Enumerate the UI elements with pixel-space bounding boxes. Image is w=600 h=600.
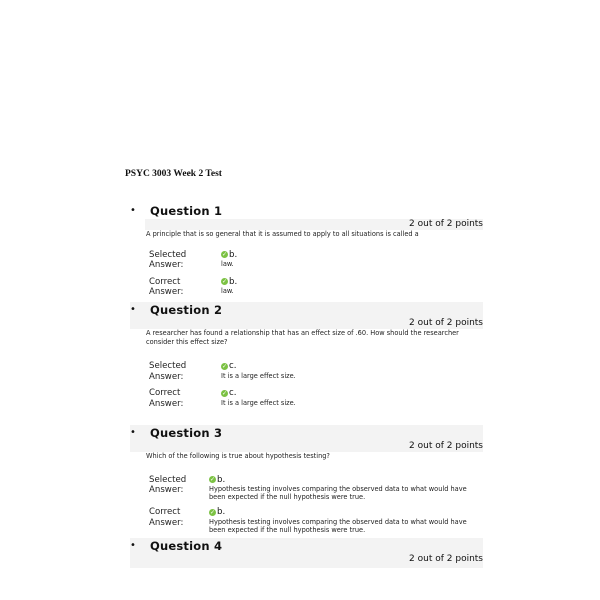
selected-answer-row: [149, 250, 483, 271]
bullet-icon: •: [130, 427, 136, 438]
question-4: [130, 538, 483, 568]
correct-check-icon: ✓: [209, 476, 216, 484]
correct-check-icon: ✓: [221, 362, 228, 370]
correct-answer-text: Hypothesis testing involves comparing the observed data to what would have been expected if the null hypothesis were true.: [209, 517, 467, 535]
selected-answer-text: Hypothesis testing involves comparing the observed data to what would have been expected if the null hypothesis were true.: [209, 485, 467, 502]
correct-check-icon: ✓: [221, 251, 228, 259]
correct-check-icon: ✓: [221, 278, 228, 286]
correct-answer-letter: b.: [229, 276, 238, 287]
correct-check-icon: ✓: [209, 509, 216, 517]
question-title: Question 2: [150, 303, 223, 317]
correct-answer-text: law.: [221, 287, 234, 295]
selected-answer-row: [149, 475, 483, 502]
question-points: 2 out of 2 points: [409, 441, 483, 451]
question-1: [130, 203, 483, 298]
question-points: 2 out of 2 points: [145, 219, 483, 230]
question-2: [130, 302, 483, 409]
selected-answer-text: It is a large effect size.: [221, 371, 296, 380]
question-points: 2 out of 2 points: [409, 318, 483, 328]
correct-answer-row: [149, 277, 483, 298]
question-text: Which of the following is true about hypothesis testing?: [146, 452, 330, 460]
correct-answer-label: Correct Answer:: [149, 388, 184, 409]
correct-answer-text: It is a large effect size.: [221, 398, 296, 407]
question-header: [130, 302, 483, 329]
answer-block: [149, 361, 483, 409]
selected-answer-letter: b.: [229, 249, 238, 260]
question-points: 2 out of 2 points: [409, 554, 483, 564]
correct-check-icon: ✓: [221, 389, 228, 397]
question-title: Question 4: [150, 539, 223, 553]
correct-answer-row: [149, 388, 483, 409]
question-text: A principle that is so general that it is assumed to apply to all situations is called a: [146, 230, 419, 238]
question-3: [130, 425, 483, 534]
selected-answer-letter: c.: [229, 361, 237, 371]
correct-answer-letter: b.: [217, 507, 226, 518]
selected-answer-letter: b.: [217, 474, 226, 485]
question-title: Question 1: [150, 204, 223, 218]
question-header: [130, 203, 483, 230]
bullet-icon: •: [130, 540, 136, 551]
question-header: [130, 538, 483, 568]
document-title: PSYC 3003 Week 2 Test: [125, 169, 222, 179]
answer-block: [149, 475, 483, 535]
selected-answer-text: law.: [221, 260, 234, 268]
selected-answer-label: Selected Answer:: [149, 361, 187, 382]
selected-answer-label: Selected Answer:: [149, 474, 187, 495]
question-title: Question 3: [150, 426, 223, 440]
correct-answer-label: Correct Answer:: [149, 276, 184, 297]
question-header: [130, 425, 483, 452]
selected-answer-row: [149, 361, 483, 382]
answer-block: [149, 250, 483, 298]
correct-answer-label: Correct Answer:: [149, 507, 184, 528]
bullet-icon: •: [130, 205, 136, 216]
correct-answer-letter: c.: [229, 388, 237, 398]
question-text: A researcher has found a relationship that has an effect size of .60. How should the researcher consider this effect size?: [146, 329, 459, 346]
bullet-icon: •: [130, 304, 136, 315]
correct-answer-row: [149, 507, 483, 534]
selected-answer-label: Selected Answer:: [149, 249, 187, 270]
